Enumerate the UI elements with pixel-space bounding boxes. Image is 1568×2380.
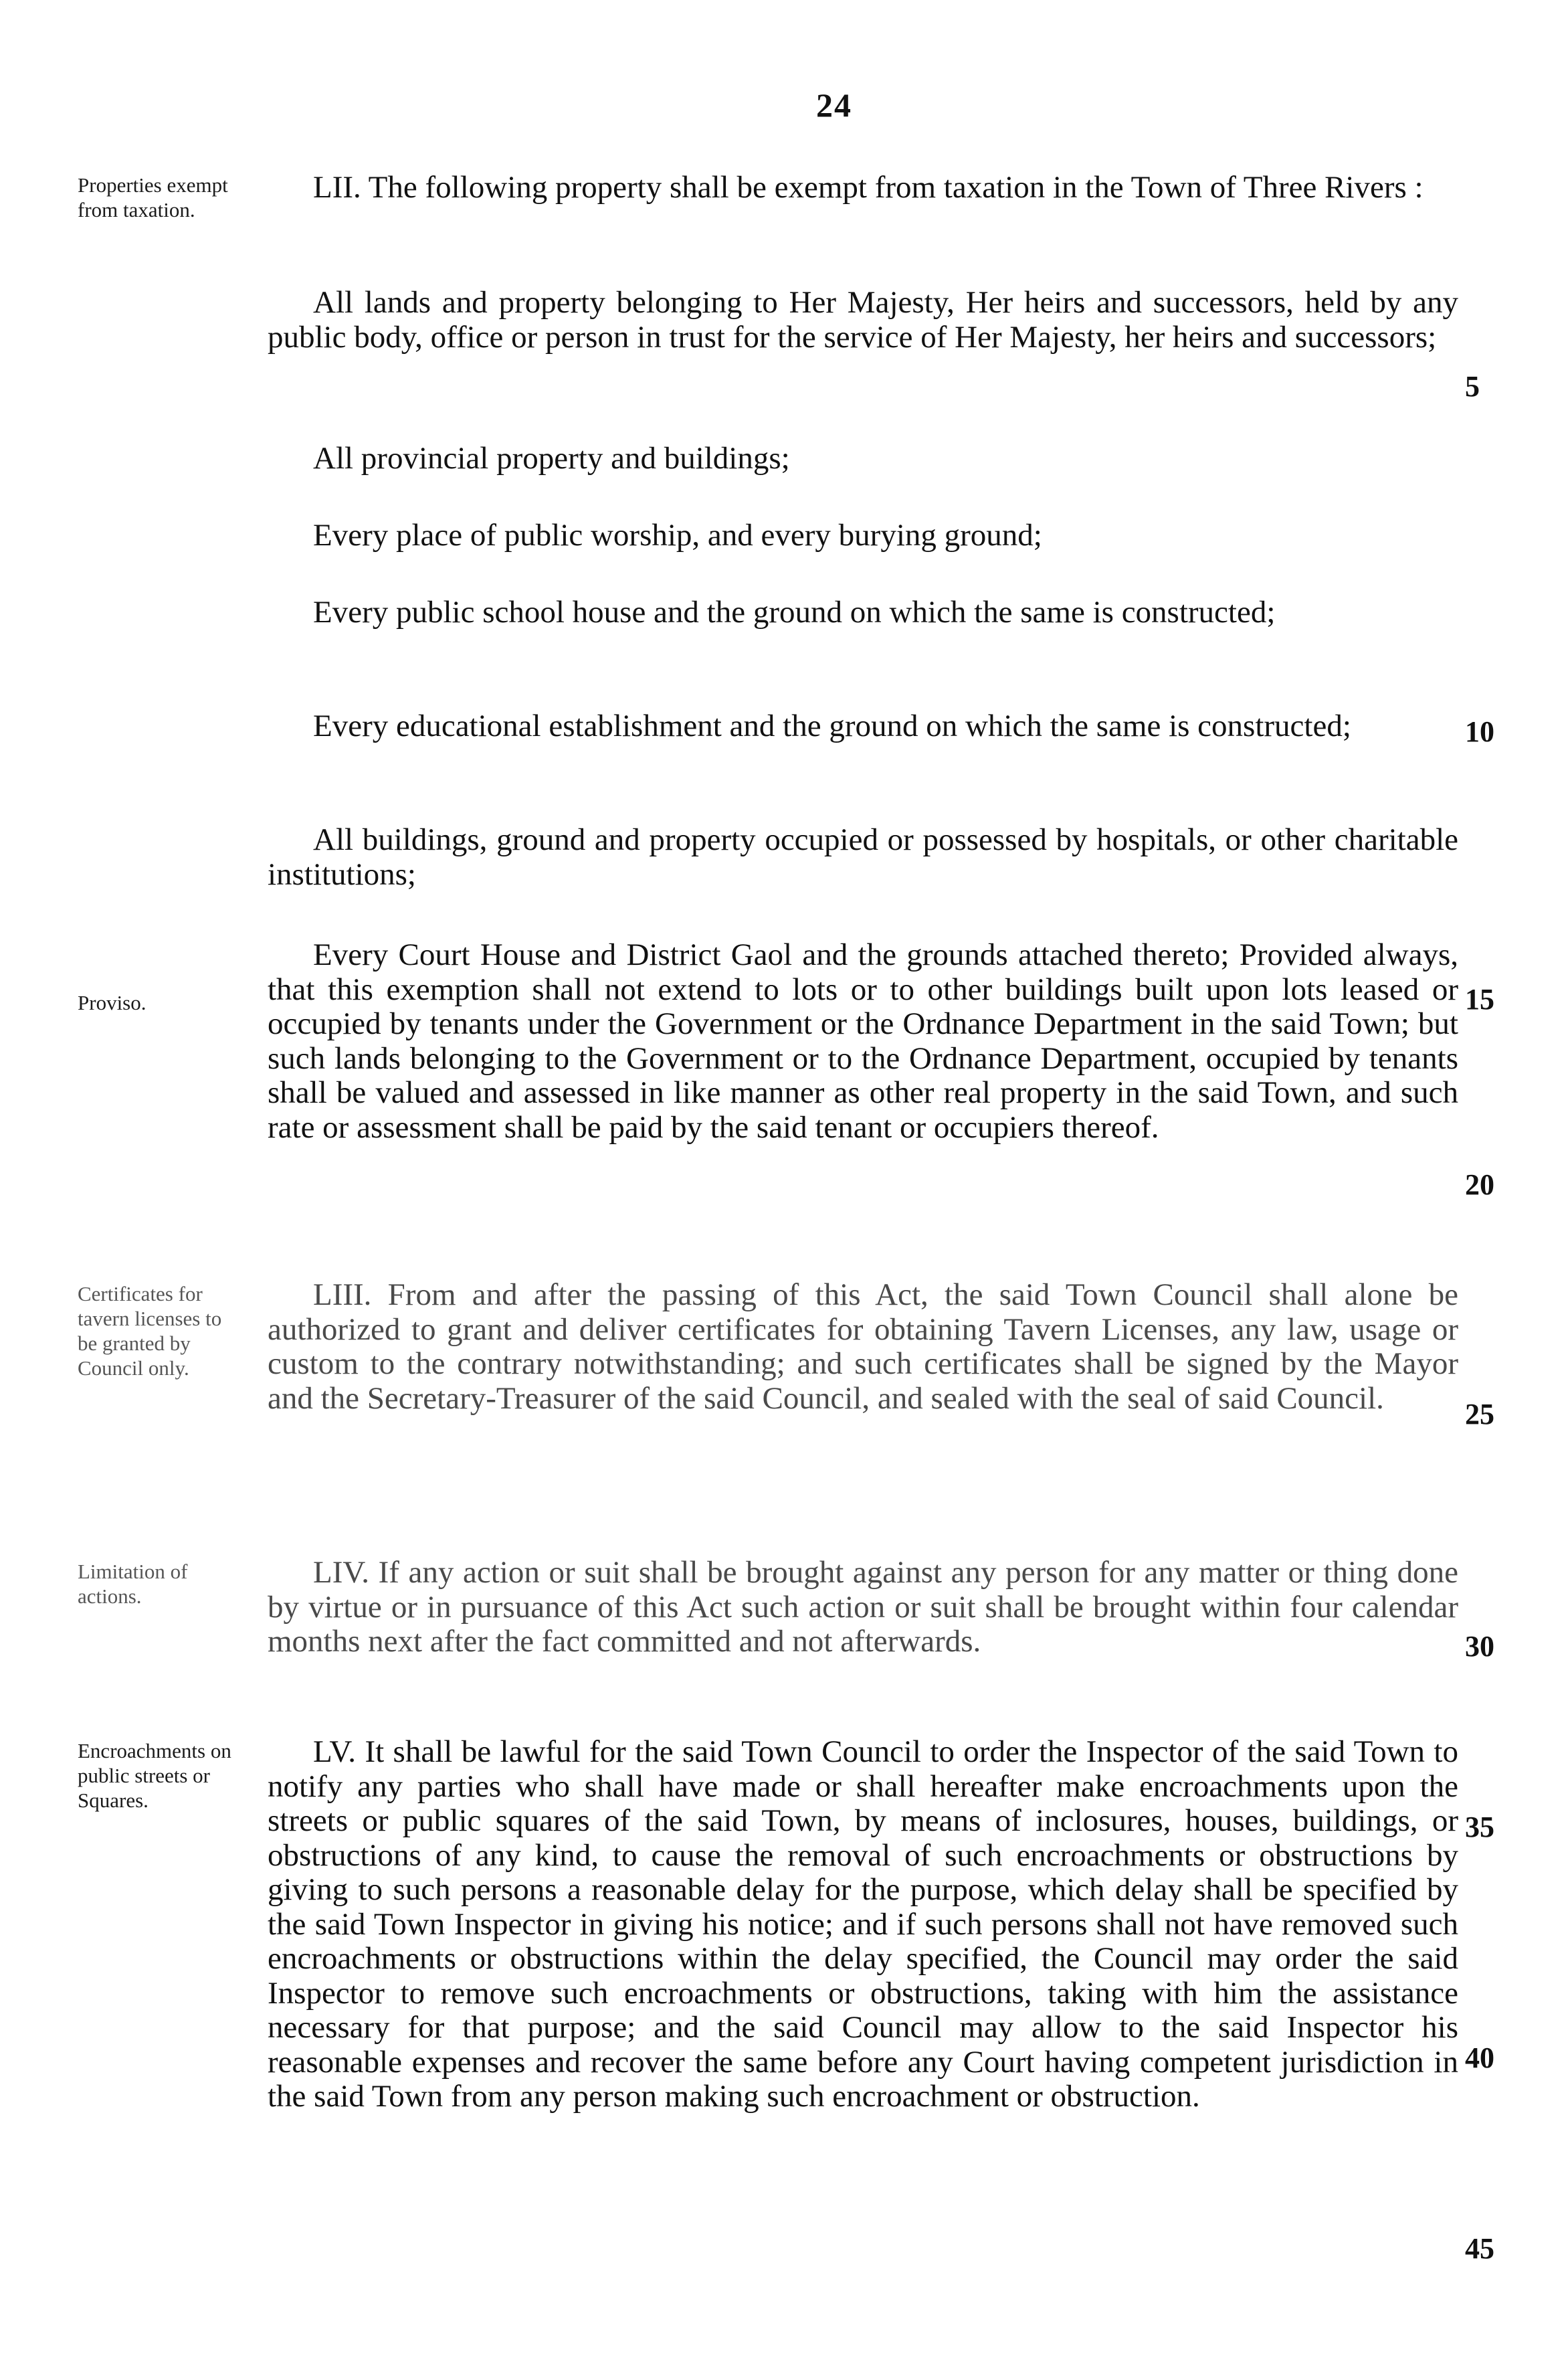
margin-note-certificates: Certificates for tavern licenses to be granted by Council only.	[78, 1282, 222, 1380]
margin-note-encroachments: Encroachments on public streets or Squares.	[78, 1739, 231, 1812]
line-number: 15	[1465, 983, 1494, 1016]
margin-note-limitation: Limitation of actions.	[78, 1560, 188, 1608]
line-number: 5	[1465, 370, 1480, 403]
paragraph-crown-property: All lands and property belonging to Her Majesty, Her heirs and successors, held by any public body, office or person in trust for the service of Her Majesty, her heirs and successors;	[268, 285, 1458, 355]
paragraph-public-worship: Every place of public worship, and every burying ground;	[313, 518, 1042, 553]
section-lv: LV. It shall be lawful for the said Town Council to order the Inspector of the said Town to notify any parties who shall have made or shall hereafter make encroachments upon the streets or public squares of the said Town, by means of inclosures, houses, buildings, or obstructions of any kind, to cause the removal of such encroachments or obstructions by giving to such persons a reasonable delay for the purpose, which delay shall be specified by the said Town Inspector in giving his notice; and if such persons shall not have removed such encroachments or obstructions within the delay specified, the Council may order the said Inspector to remove such encroachments or obstructions, taking with him the assistance necessary for that purpose; and the said Council may allow to the said Inspector his reasonable expenses and recover the same before any Court having competent jurisdiction in the said Town from any person making such encroachment or obstruction.	[268, 1734, 1458, 2114]
paragraph-school-house: Every public school house and the ground on which the same is constructed;	[313, 595, 1276, 630]
line-number: 10	[1465, 715, 1494, 748]
margin-note-properties-exempt: Properties exempt from taxation.	[78, 173, 228, 221]
paragraph-court-house-proviso: Every Court House and District Gaol and the grounds attached thereto; Provided always, that this exemption shall not extend to lots or to other buildings built upon lots leased or occupied by tenants under the Government or the Ordnance Department in the said Town; but such lands belonging to the Government or to the Ordnance Department, occupied by tenants shall be valued and assessed in like manner as other real property in the said Town, and such rate or assessment shall be paid by the said tenant or occupiers thereof.	[268, 937, 1458, 1145]
paragraph-hospitals: All buildings, ground and property occupied or possessed by hospitals, or other charitable institutions;	[268, 822, 1458, 892]
page-number: 24	[816, 86, 852, 124]
line-number: 25	[1465, 1398, 1494, 1431]
paragraph-educational: Every educational establishment and the ground on which the same is constructed;	[313, 709, 1351, 743]
paragraph-provincial-property: All provincial property and buildings;	[313, 441, 790, 476]
line-number: 40	[1465, 2041, 1494, 2074]
line-number: 30	[1465, 1630, 1494, 1663]
section-lii-intro: LII. The following property shall be exempt from taxation in the Town of Three Rivers :	[313, 170, 1424, 205]
section-liii: LIII. From and after the passing of this Act, the said Town Council shall alone be authorized to grant and deliver certificates for obtaining Tavern Licenses, any law, usage or custom to the contrary notwithstanding; and such certificates shall be signed by the Mayor and the Secretary-Treasurer of the said Council, and sealed with the seal of said Council.	[268, 1277, 1458, 1416]
line-number: 20	[1465, 1168, 1494, 1201]
section-liv: LIV. If any action or suit shall be brought against any person for any matter or thing done by virtue or in pursuance of this Act such action or suit shall be brought within four calendar months next after the fact committed and not afterwards.	[268, 1555, 1458, 1659]
line-number: 35	[1465, 1811, 1494, 1843]
margin-note-proviso: Proviso.	[78, 991, 146, 1014]
line-number: 45	[1465, 2232, 1494, 2265]
